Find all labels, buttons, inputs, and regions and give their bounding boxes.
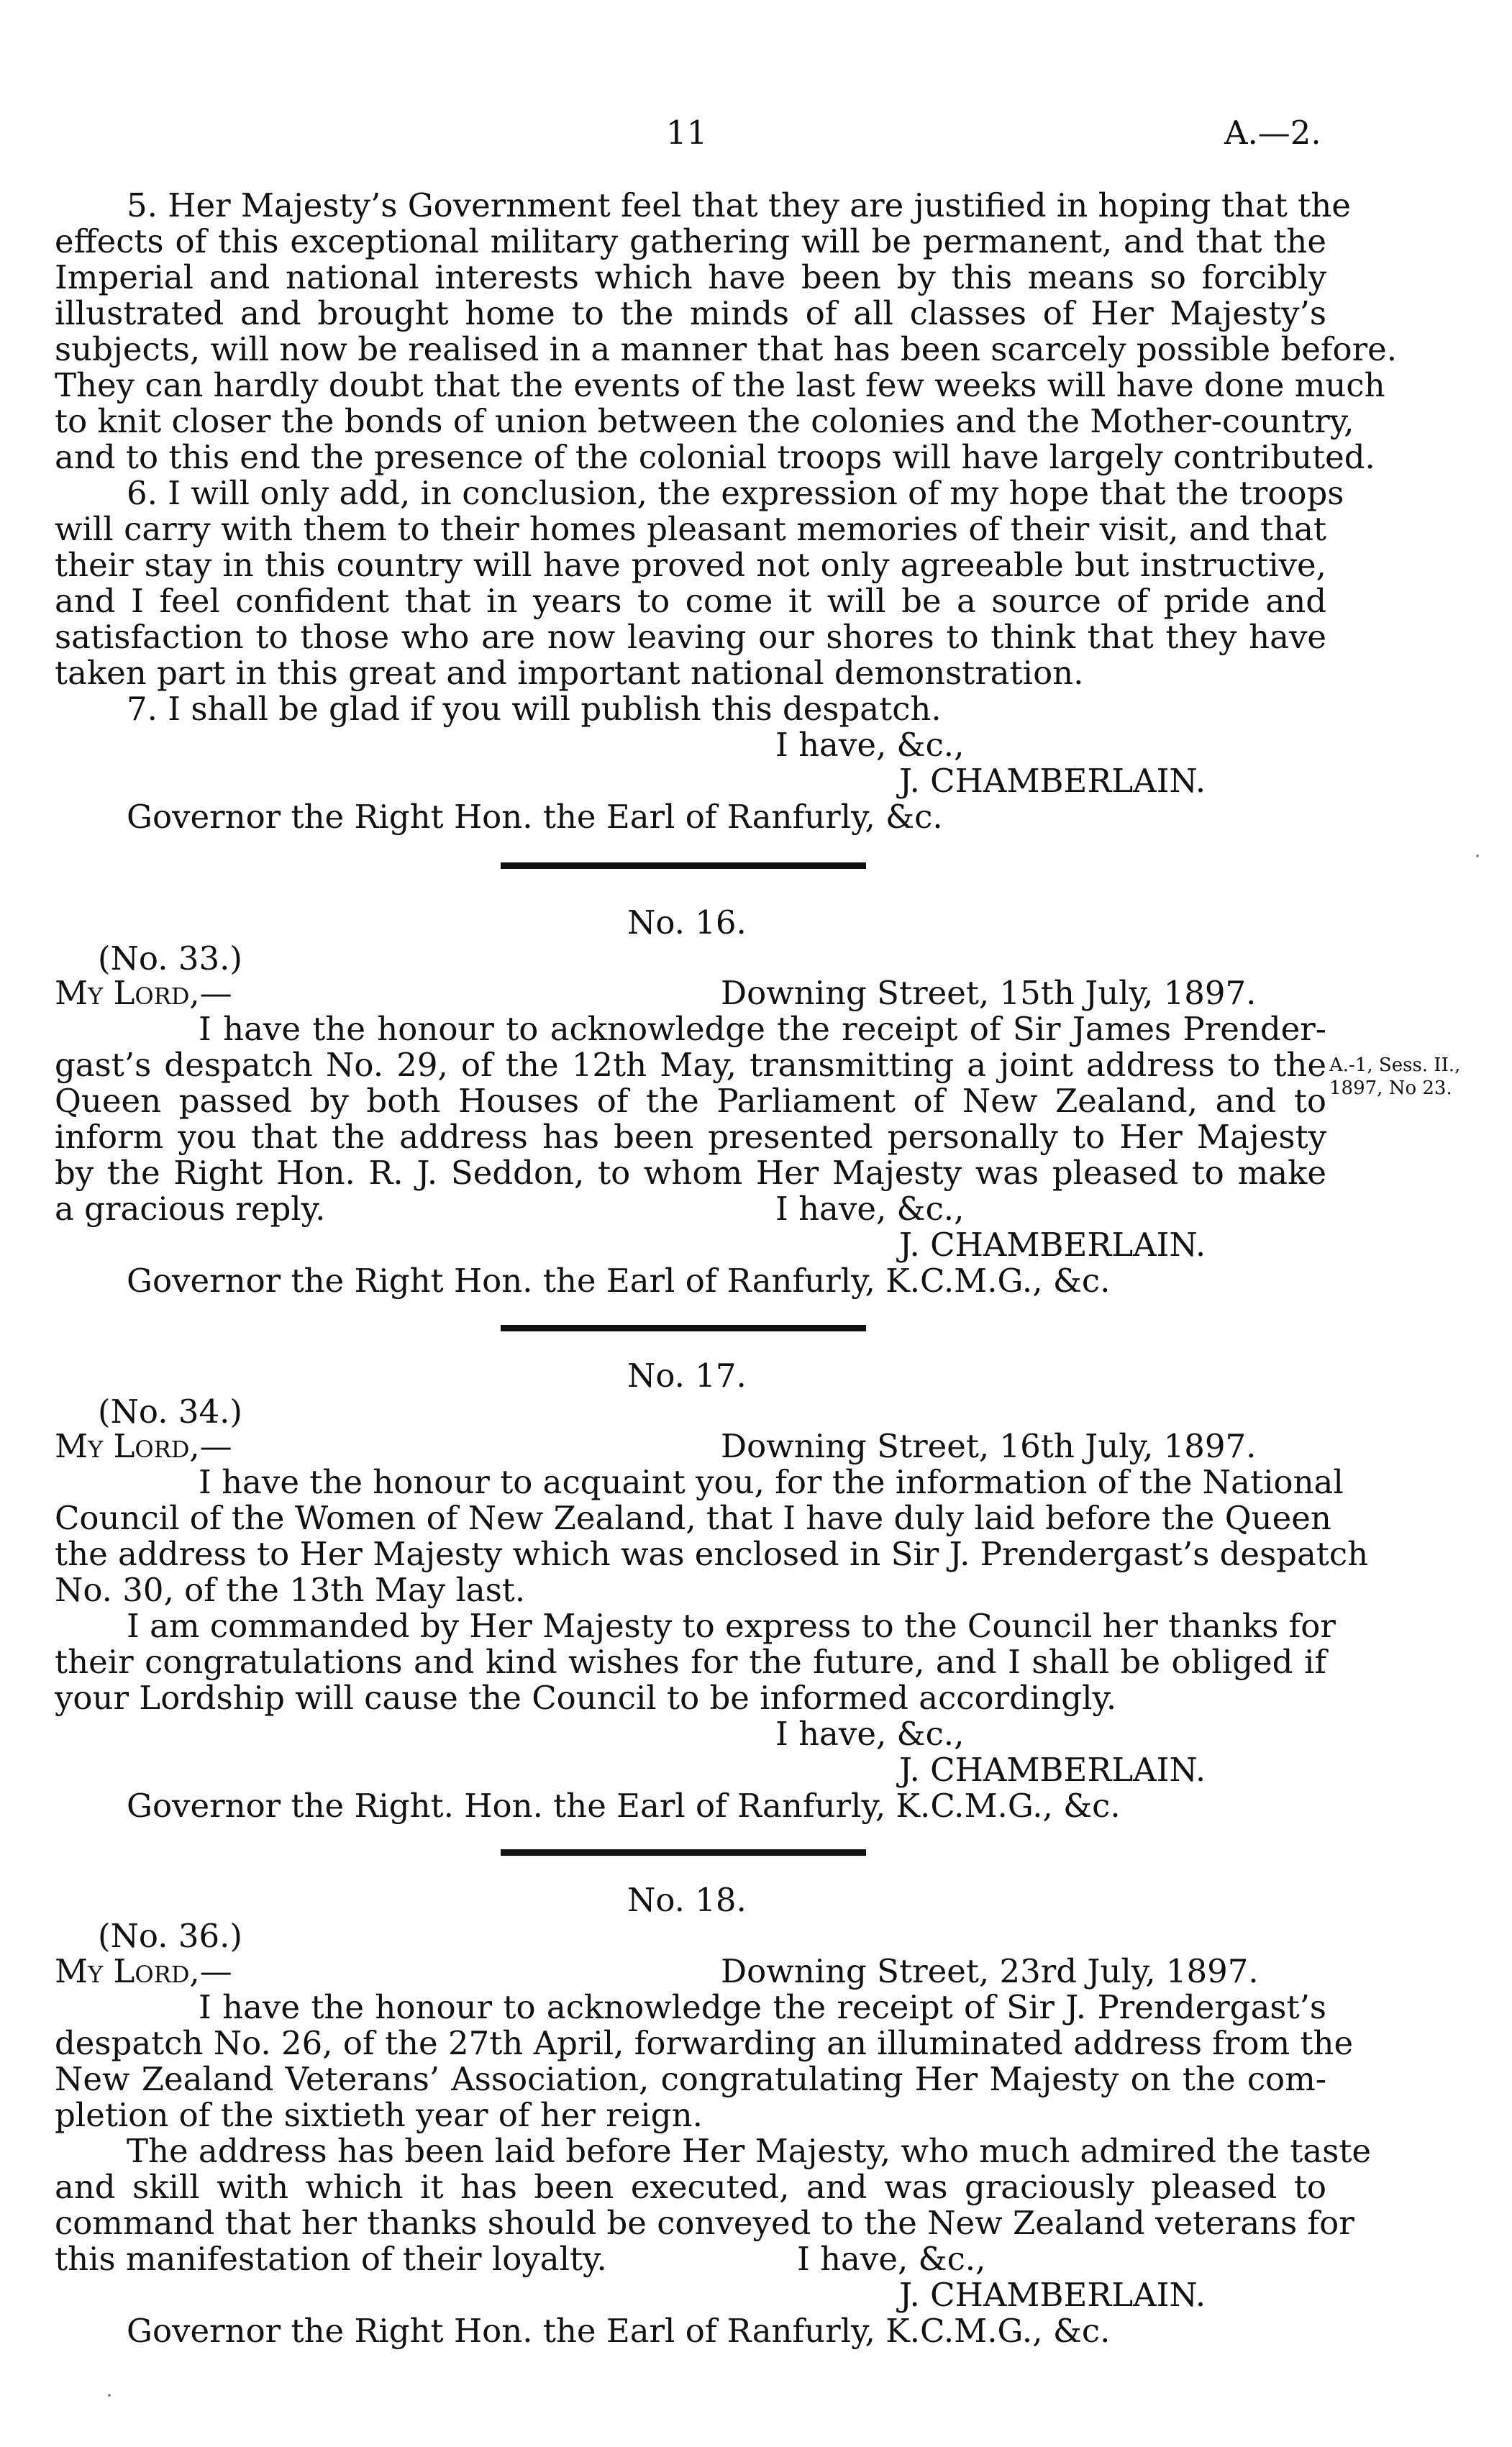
despatch-reference: (No. 34.)	[98, 1393, 242, 1431]
closing-line: I have, &c.,	[775, 1715, 965, 1753]
body-line: will carry with them to their homes pleasant memories of their visit, and that	[55, 510, 1326, 548]
despatch-number-heading: No. 16.	[627, 903, 747, 942]
addressee: Governor the Right. Hon. the Earl of Ranfurly, K.C.M.G., &c.	[127, 1787, 1121, 1825]
body-line: a gracious reply.	[55, 1190, 326, 1228]
salutation: My Lord,—	[55, 1952, 232, 1990]
body-line: effects of this exceptional military gathering will be permanent, and that the	[55, 222, 1326, 260]
body-line: to knit closer the bonds of union between the colonies and the Mother-country,	[55, 402, 1354, 440]
body-line: Council of the Women of New Zealand, that I have duly laid before the Queen	[55, 1499, 1331, 1537]
body-line: Queen passed by both Houses of the Parliament of New Zealand, and to	[55, 1082, 1326, 1120]
body-line: inform you that the address has been presented personally to Her Majesty	[55, 1118, 1326, 1156]
dateline: Downing Street, 16th July, 1897.	[721, 1427, 1257, 1465]
body-line: 6. I will only add, in conclusion, the expression of my hope that the troops	[127, 474, 1344, 512]
body-line: No. 30, of the 13th May last.	[55, 1571, 526, 1609]
body-line: pletion of the sixtieth year of her reign.	[55, 2096, 703, 2134]
body-line: New Zealand Veterans’ Association, congratulating Her Majesty on the com-	[55, 2060, 1326, 2098]
section-divider	[501, 862, 866, 869]
body-line: illustrated and brought home to the minds of all classes of Her Majesty’s	[55, 294, 1326, 332]
page-number: 11	[666, 114, 708, 152]
body-line: I have the honour to acquaint you, for the information of the National	[199, 1463, 1344, 1501]
document-reference: A.—2.	[1224, 114, 1321, 152]
body-line: gast’s despatch No. 29, of the 12th May, transmitting a joint address to the	[55, 1046, 1326, 1084]
body-line: and I feel confident that in years to come it will be a source of pride and	[55, 582, 1326, 620]
dateline: Downing Street, 15th July, 1897.	[721, 974, 1257, 1012]
body-line: your Lordship will cause the Council to be informed accordingly.	[55, 1679, 1117, 1717]
closing-line: I have, &c.,	[775, 726, 965, 764]
page-speck	[108, 2394, 111, 2397]
despatch-reference: (No. 33.)	[98, 939, 242, 978]
page-speck	[1476, 855, 1479, 857]
addressee: Governor the Right Hon. the Earl of Ranfurly, K.C.M.G., &c.	[127, 1262, 1111, 1300]
body-line: and to this end the presence of the colonial troops will have largely contributed.	[55, 438, 1375, 476]
body-line: their congratulations and kind wishes for the future, and I shall be obliged if	[55, 1643, 1326, 1681]
body-line: I have the honour to acknowledge the receipt of Sir James Prender-	[199, 1010, 1326, 1048]
dateline: Downing Street, 23rd July, 1897.	[721, 1952, 1259, 1990]
body-line: command that her thanks should be conveyed to the New Zealand veterans for	[55, 2204, 1354, 2242]
margin-note: 1897, No 23.	[1329, 1077, 1452, 1099]
body-line: subjects, will now be realised in a manner that has been scarcely possible before.	[55, 330, 1398, 368]
addressee: Governor the Right Hon. the Earl of Ranfurly, &c.	[127, 798, 943, 836]
body-line: their stay in this country will have proved not only agreeable but instructive,	[55, 546, 1326, 584]
body-line: The address has been laid before Her Majesty, who much admired the taste	[127, 2132, 1372, 2170]
body-line: and skill with which it has been executed, and was graciously pleased to	[55, 2168, 1326, 2206]
despatch-reference: (No. 36.)	[98, 1917, 242, 1955]
body-line: this manifestation of their loyalty.	[55, 2240, 607, 2278]
signature: J. CHAMBERLAIN.	[899, 1226, 1206, 1264]
signature: J. CHAMBERLAIN.	[899, 1751, 1206, 1789]
despatch-number-heading: No. 17.	[627, 1357, 747, 1395]
body-line: the address to Her Majesty which was enclosed in Sir J. Prendergast’s despatch	[55, 1535, 1369, 1573]
signature: J. CHAMBERLAIN.	[899, 762, 1206, 800]
body-line: 5. Her Majesty’s Government feel that they are justified in hoping that the	[127, 186, 1351, 224]
addressee: Governor the Right Hon. the Earl of Ranfurly, K.C.M.G., &c.	[127, 2312, 1111, 2350]
margin-note: A.-1, Sess. II.,	[1329, 1054, 1461, 1076]
section-divider	[501, 1325, 866, 1331]
body-line: despatch No. 26, of the 27th April, forwarding an illuminated address from the	[55, 2024, 1354, 2062]
despatch-number-heading: No. 18.	[627, 1881, 747, 1919]
section-divider	[501, 1849, 866, 1856]
body-line: Imperial and national interests which have been by this means so forcibly	[55, 258, 1326, 296]
salutation: My Lord,—	[55, 1427, 232, 1465]
body-line: 7. I shall be glad if you will publish this despatch.	[127, 690, 942, 728]
body-line: I am commanded by Her Majesty to express to the Council her thanks for	[127, 1607, 1336, 1645]
body-line: I have the honour to acknowledge the receipt of Sir J. Prendergast’s	[199, 1988, 1326, 2026]
body-line: satisfaction to those who are now leaving our shores to think that they have	[55, 618, 1326, 656]
body-line: They can hardly doubt that the events of the last few weeks will have done much	[55, 366, 1385, 404]
closing-line: I have, &c.,	[775, 1190, 965, 1228]
closing-line: I have, &c.,	[797, 2240, 986, 2278]
body-line: taken part in this great and important national demonstration.	[55, 654, 1084, 692]
body-line: by the Right Hon. R. J. Seddon, to whom Her Majesty was pleased to make	[55, 1154, 1326, 1192]
salutation: My Lord,—	[55, 974, 232, 1012]
signature: J. CHAMBERLAIN.	[899, 2276, 1206, 2314]
